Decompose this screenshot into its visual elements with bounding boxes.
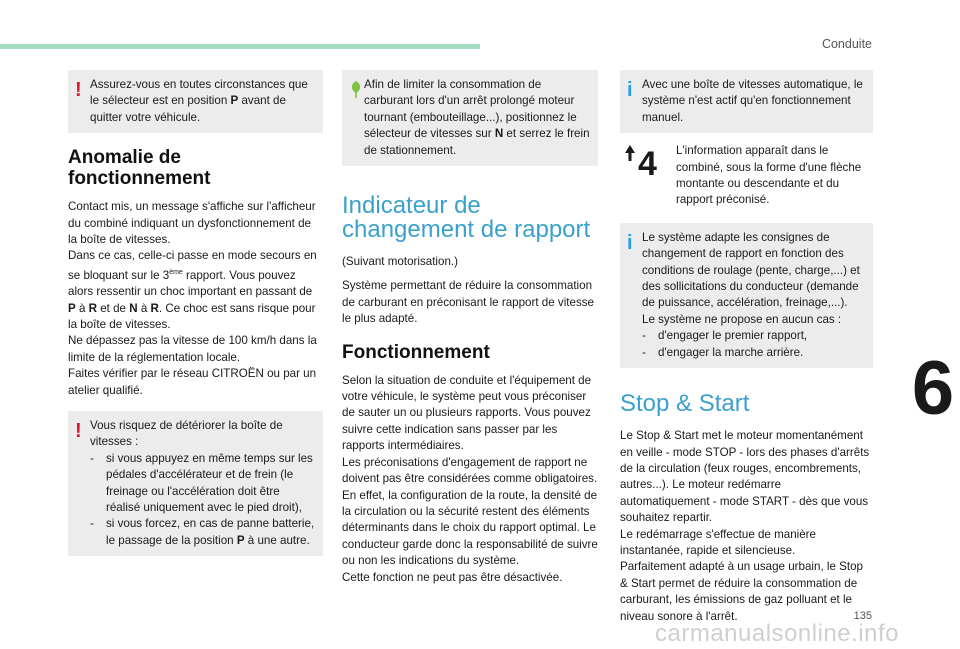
chapter-number: 6 [911,345,955,431]
list-item: - si vous appuyez en même temps sur les pédales d'accélérateur et de frein (le freinage ou l'accélération doit être réalisé uniquement avec le pied droit), [90,451,313,514]
info-icon: i [627,231,633,254]
para-mode-secours: Dans ce cas, celle-ci passe en mode secours en se bloquant sur le 3ème rapport. Vous pouvez alors ressentir un choc important en passant de P à R et de N à R. Ce choc est sans risque pour la boîte de vitesses. [68,249,317,331]
para-stop-start-1: Le Stop & Start met le moteur momentanément en veille - mode STOP - lors des phases d'arrêts de la circulation (feux rouges, encombrements, autres...). Le moteur redémarre automatiquement - mode START - dès que vous souhaitez repartir. [620,429,870,525]
warning-intro: Vous risquez de détériorer la boîte de vitesses : [90,418,283,449]
warning-box-boite [68,411,323,556]
list-item: - d'engager le premier rapport, [642,329,808,343]
para-motorisation: (Suivant motorisation.) [342,255,458,269]
info-box-consignes: i Le système adapte les consignes de changement de rapport en fonction des conditions de roulage (pente, charge,...) et des sollicitations du conducteur (demande de puissance, accélération, freinage,...). Le système ne propose en aucun cas : - d'engager le premier rapport, - d'engager la marche arrière. [620,223,873,368]
position-p: P [230,94,239,108]
para-preconisations: Les préconisations d'engagement de rapport ne doivent pas être considérées comme obligatoires. En effet, la configuration de la route, la densité de la circulation ou la sécurité restent des éléments déterminants dans le choix du rapport optimal. Le conducteur garde donc la responsabilité de suivre ou non les indications du système. [342,455,598,568]
eco-leaf-icon [349,80,363,102]
para-stop-start-2: Le redémarrage s'effectue de manière instantanée, rapide et silencieuse. [620,527,816,557]
eco-box: Afin de limiter la consommation de carburant lors d'un arrêt prolongé moteur tournant (embouteillage...), positionnez le sélecteur de vitesses sur N et serrez le frein de stationnement. [342,70,598,166]
heading-fonctionnement: Fonctionnement [342,341,490,363]
section-title: Conduite [821,37,872,51]
para-message: Contact mis, un message s'affiche sur l'afficheur du combiné indiquant un dysfonctionnement de la boîte de vitesses. [68,200,316,247]
gear-shift-up-icon [622,143,662,184]
section-accent-bar [0,44,480,49]
svg-text:4: 4 [638,145,657,180]
watermark: carmanualsonline.info [655,620,899,647]
para-stop-start-3: Parfaitement adapté à un usage urbain, le Stop & Start permet de réduire la consommation de carburant, les émissions de gaz polluant et le niveau sonore à l'arrêt. [620,560,863,623]
para-reseau: Faites vérifier par le réseau CITROËN ou par un atelier qualifié. [68,367,317,397]
title-stop-start: Stop & Start [620,390,750,418]
info-box-automatique: i Avec une boîte de vitesses automatique, le système n'est actif qu'en fonctionnement manuel. [620,70,873,133]
column-right [620,70,873,625]
heading-anomalie: Anomalie de fonctionnement [68,147,211,190]
page-number: 135 [853,610,872,622]
para-systeme: Système permettant de réduire la consommation de carburant en préconisant le rapport de vitesse le plus adapté. [342,279,594,326]
list-item: - si vous forcez, en cas de panne batterie, le passage de la position P à une autre. [90,517,315,547]
warning-text-end: avant de quitter votre véhicule. [90,94,286,124]
column-left [68,70,323,566]
column-middle [342,70,598,586]
para-desactivee: Cette fonction ne peut pas être désactivée. [342,570,563,584]
para-selon: Selon la situation de conduite et l'équipement de votre véhicule, le système peut vous préconiser de sauter un ou plusieurs rapports. Vous pouvez suivre cette indication sans passer par les rapports intermédiaires. [342,373,592,453]
gear-text: L'information apparaît dans le combiné, sous la forme d'une flèche montante ou descendante et du rapport préconisé. [676,144,862,207]
warning-text: Assurez-vous en toutes circonstances que le sélecteur est en position [90,78,308,108]
title-indicateur: Indicateur de changement de rapport [342,192,591,244]
warning-exclamation-icon: ! [75,419,82,442]
warning-box-selector [68,70,323,133]
info-icon: i [627,79,633,101]
gear-indicator-block [620,143,873,209]
warning-exclamation-icon: ! [75,79,82,101]
list-item: - d'engager la marche arrière. [642,345,804,359]
para-vitesse: Ne dépassez pas la vitesse de 100 km/h dans la limite de la réglementation locale. [68,334,317,364]
